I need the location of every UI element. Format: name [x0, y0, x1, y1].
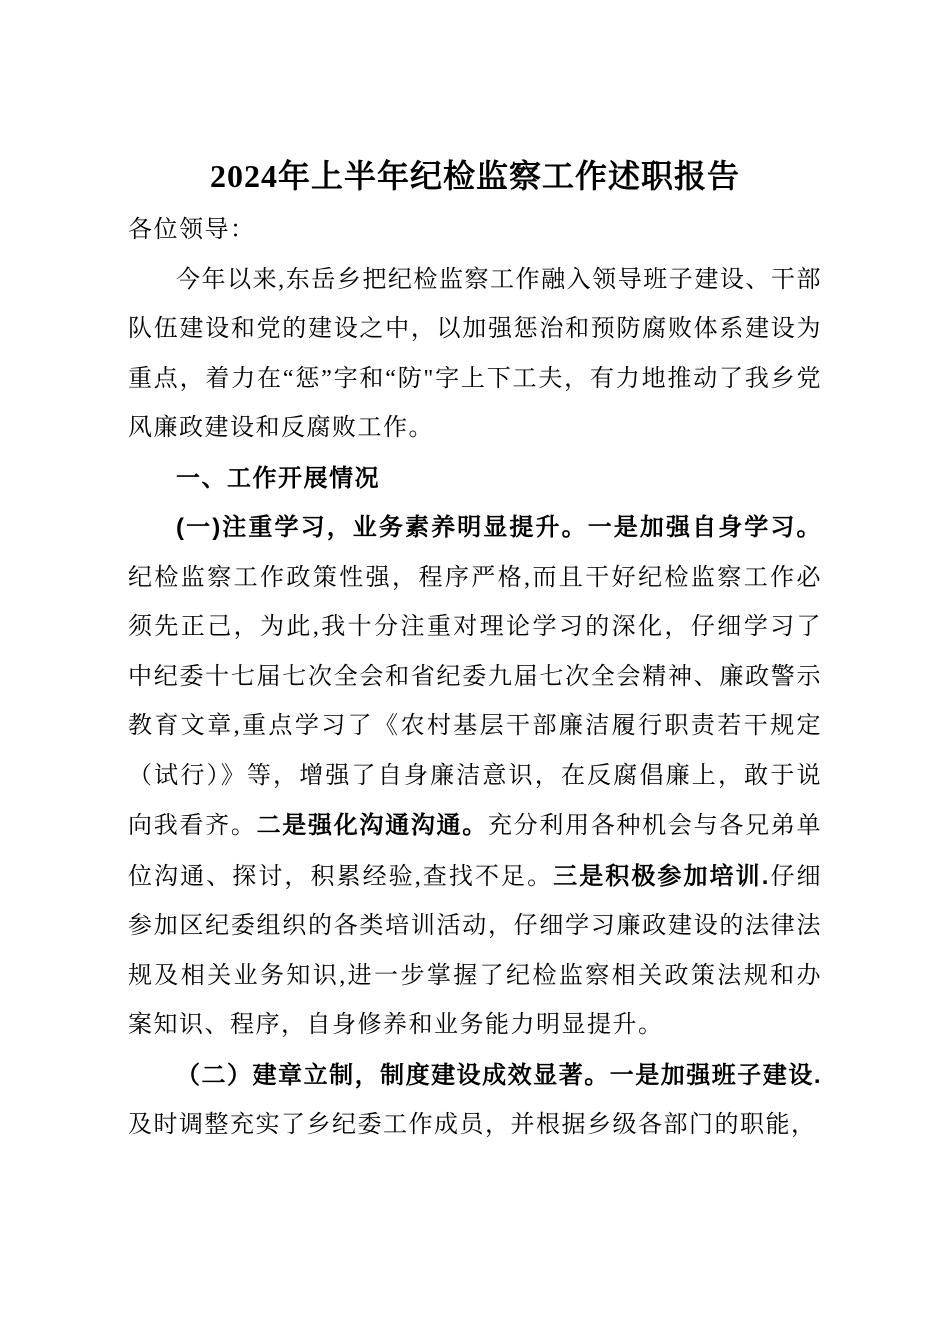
section-heading-1: 一、工作开展情况	[176, 464, 380, 492]
intro-paragraph: 今年以来,东岳乡把纪检监察工作融入领导班子建设、干部队伍建设和党的建设之中，以加强惩治和预防腐败体系建设为重点，着力在“惩”字和“防"字上下工夫，有力地推动了我乡党风廉政建设和反腐败工作。	[128, 266, 822, 441]
salutation: 各位领导：	[128, 217, 256, 243]
text-segment: 纪检监察工作政策性强，程序严格,而且干好纪检监察工作必须先正己，为此,我十分注重对理论学习的深化，仔细学习了中纪委十七届七次全会和省纪委九届七次全会精神、廉政警示教育文章,重点学习了《农村基层干部廉洁履行职责若干规定（试行）》等，增强了自身廉洁意识，在反腐倡廉上，敢于说向我看齐。	[128, 564, 822, 839]
bold-lead-study: (一)注重学习，业务素养明显提升。一是加强自身学习。	[176, 514, 822, 541]
text-segment: 及时调整充实了乡纪委工作成员，并根据乡级各部门的职能，	[128, 1112, 817, 1138]
paragraph-institution	[128, 1051, 822, 1151]
paragraph-learning	[128, 503, 822, 1051]
bold-lead-training: 三是积极参加培训.	[553, 862, 770, 890]
document-title: 2024年上半年纪检监察工作述职报告	[209, 158, 740, 194]
bold-lead-institution: （二）建章立制，制度建设成效显著。一是加强班子建设.	[176, 1061, 822, 1089]
text-segment: 仔细参加区纪委组织的各类培训活动，仔细学习廉政建设的法律法规及相关业务知识,进一步掌握了纪检监察相关政策法规和办案知识、程序，自身修养和业务能力明显提升。	[128, 863, 823, 1038]
text-segment: 充分利用各种机会与各兄弟单位沟通、探讨，积累经验,查找不足。	[128, 813, 823, 890]
bold-lead-communication: 二是强化沟通沟通。	[256, 812, 488, 839]
